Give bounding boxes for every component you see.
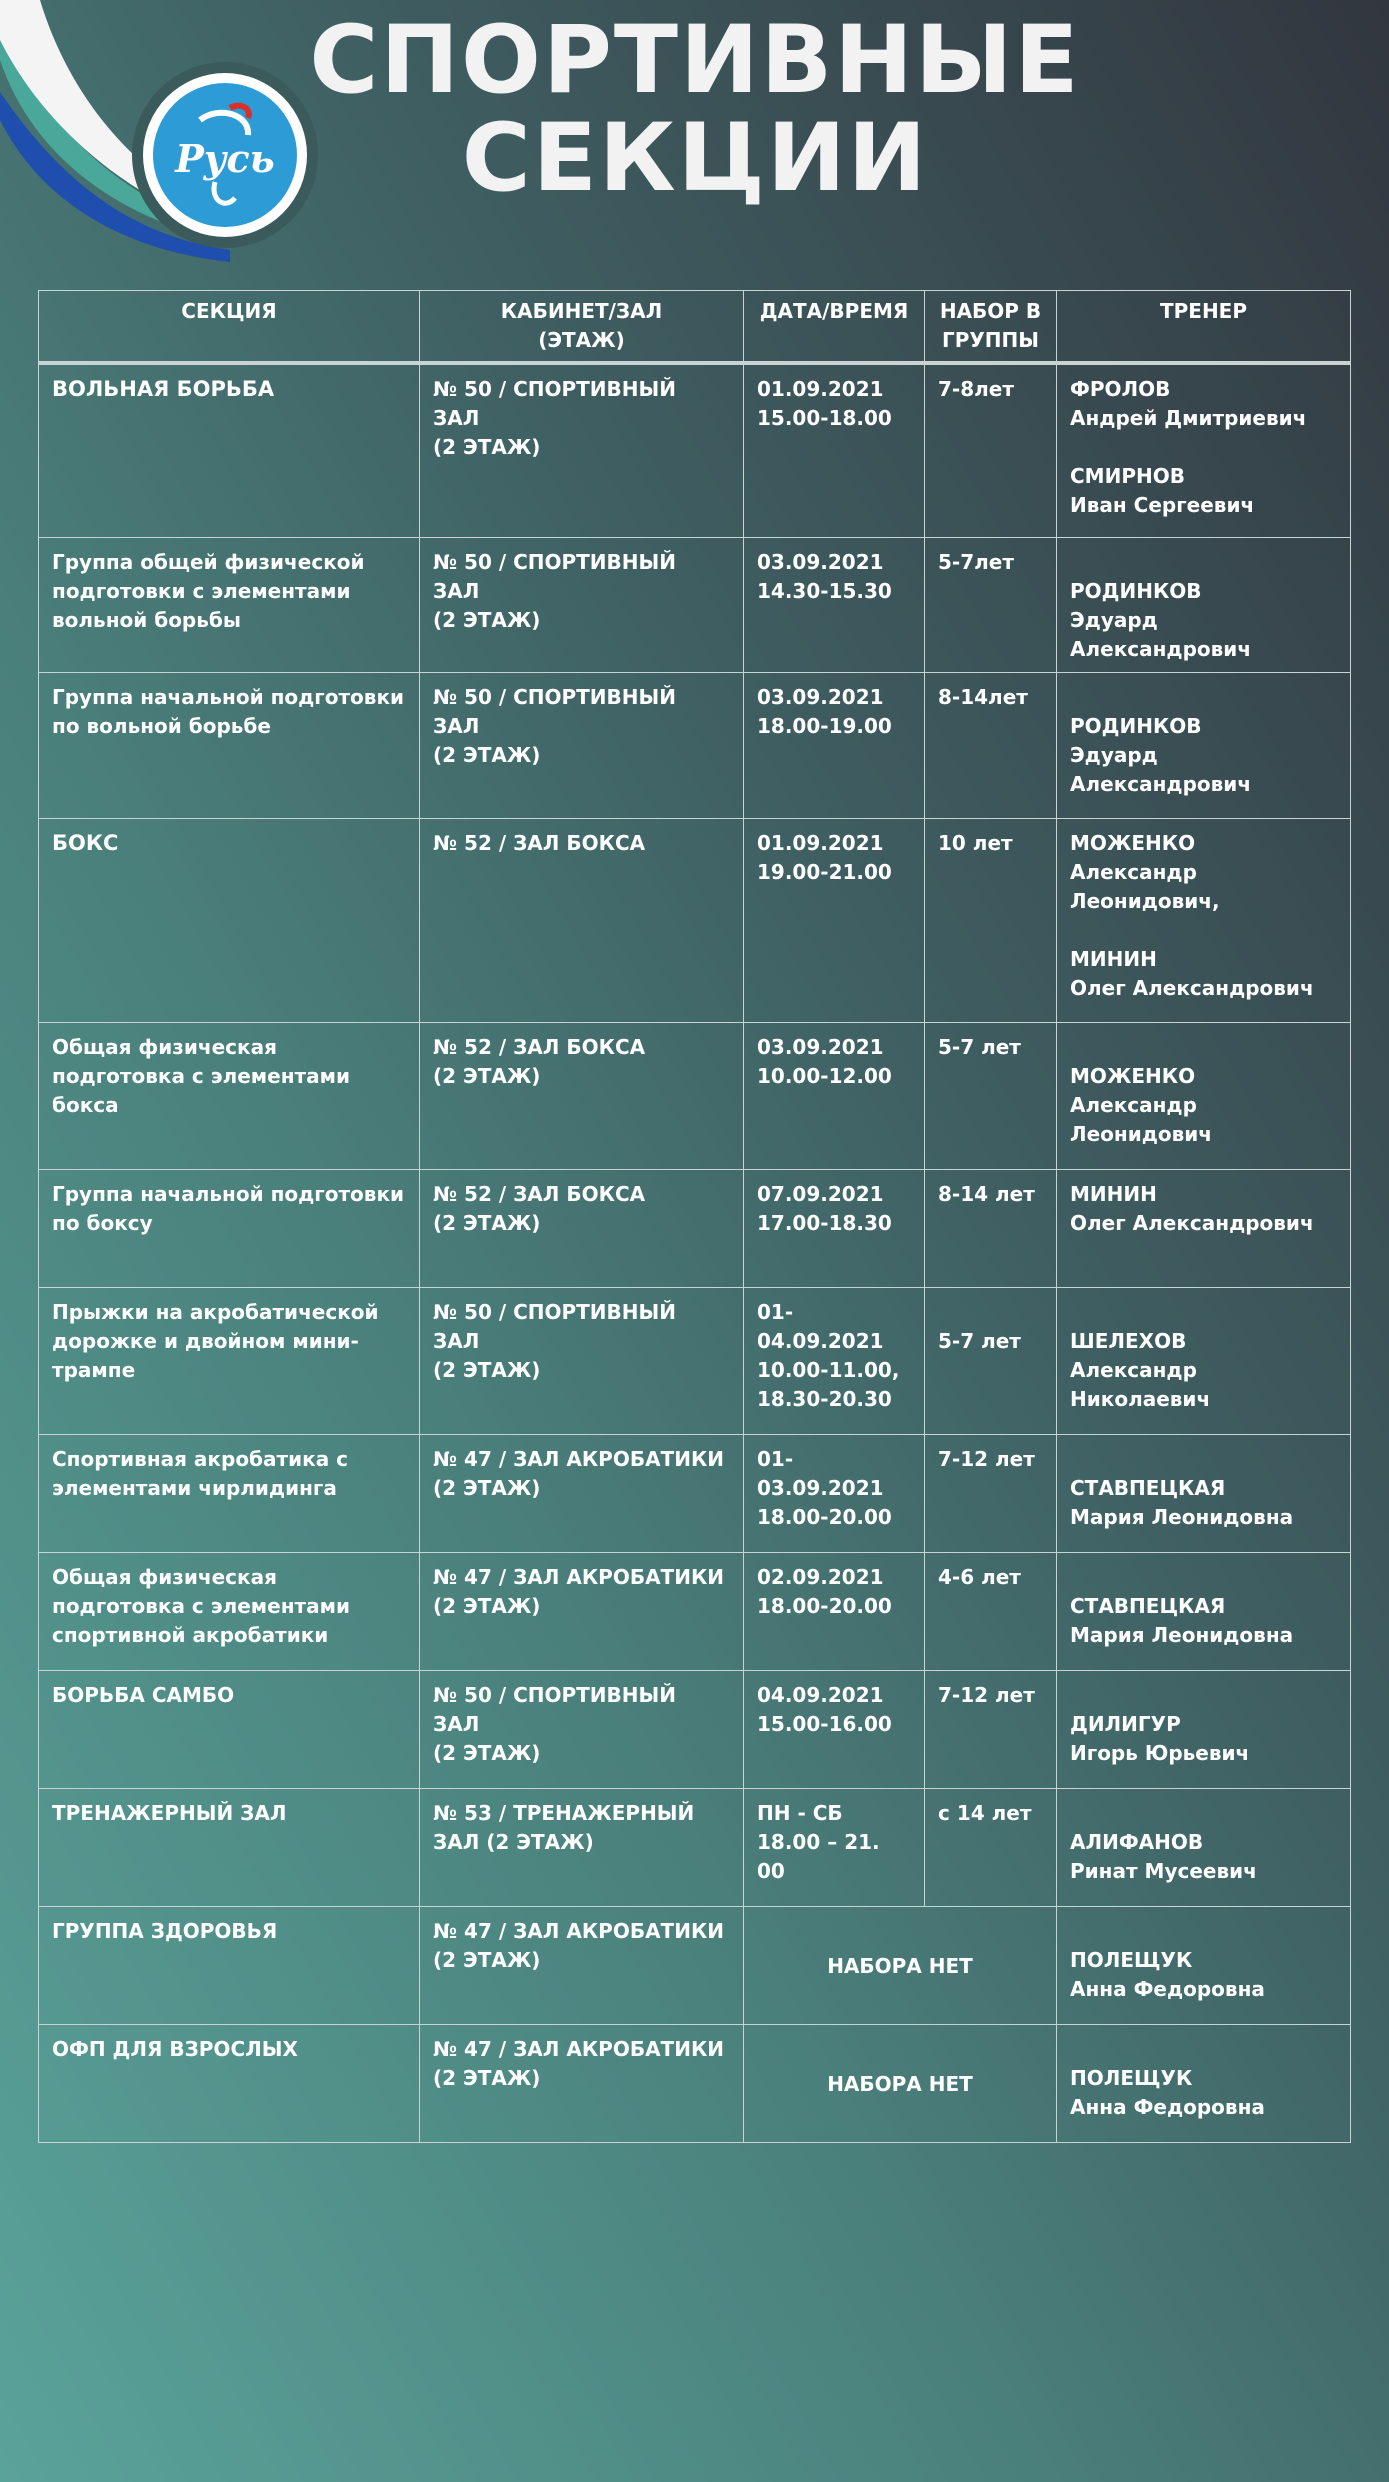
age-cell: 5-7лет [925, 537, 1057, 672]
section-cell: БОРЬБА САМБО [39, 1670, 420, 1788]
room-cell: № 47 / ЗАЛ АКРОБАТИКИ (2 ЭТАЖ) [420, 1552, 744, 1670]
table-row [39, 1788, 1351, 1906]
coach-cell: РОДИНКОВ Эдуард Александрович [1057, 537, 1351, 672]
section-cell: Группа начальной подготовки по боксу [39, 1169, 420, 1287]
table-row [39, 1906, 1351, 2024]
age-cell: 5-7 лет [925, 1022, 1057, 1169]
section-cell: ВОЛЬНАЯ БОРЬБА [39, 363, 420, 537]
coach-cell: СТАВПЕЦКАЯ Мария Леонидовна [1057, 1434, 1351, 1552]
room-cell: № 47 / ЗАЛ АКРОБАТИКИ (2 ЭТАЖ) [420, 1434, 744, 1552]
room-cell: № 50 / СПОРТИВНЫЙ ЗАЛ (2 ЭТАЖ) [420, 537, 744, 672]
room-cell: № 53 / ТРЕНАЖЕРНЫЙ ЗАЛ (2 ЭТАЖ) [420, 1788, 744, 1906]
age-cell: 7-8лет [925, 363, 1057, 537]
header-datetime: ДАТА/ВРЕМЯ [744, 291, 925, 364]
age-cell: с 14 лет [925, 1788, 1057, 1906]
title-line-2: СЕКЦИИ [461, 104, 929, 213]
datetime-cell: 01- 04.09.2021 10.00-11.00, 18.30-20.30 [744, 1287, 925, 1434]
section-cell: ТРЕНАЖЕРНЫЙ ЗАЛ [39, 1788, 420, 1906]
header-room: КАБИНЕТ/ЗАЛ (ЭТАЖ) [420, 291, 744, 364]
age-cell: 8-14лет [925, 672, 1057, 818]
table-row [39, 537, 1351, 672]
coach-cell: МИНИН Олег Александрович [1057, 1169, 1351, 1287]
no-enrollment-cell: НАБОРА НЕТ [744, 1906, 1057, 2024]
datetime-cell: 01- 03.09.2021 18.00-20.00 [744, 1434, 925, 1552]
age-cell: 8-14 лет [925, 1169, 1057, 1287]
table-row [39, 1287, 1351, 1434]
coach-cell: ПОЛЕЩУК Анна Федоровна [1057, 2024, 1351, 2142]
room-cell: № 52 / ЗАЛ БОКСА [420, 818, 744, 1022]
section-cell: ГРУППА ЗДОРОВЬЯ [39, 1906, 420, 2024]
datetime-cell: 01.09.2021 15.00-18.00 [744, 363, 925, 537]
schedule-table [38, 290, 1351, 2143]
table-row [39, 672, 1351, 818]
section-cell: Общая физическая подготовка с элементами спортивной акробатики [39, 1552, 420, 1670]
room-cell: № 47 / ЗАЛ АКРОБАТИКИ (2 ЭТАЖ) [420, 2024, 744, 2142]
coach-cell: МОЖЕНКО Александр Леонидович [1057, 1022, 1351, 1169]
section-cell: Прыжки на акробатической дорожке и двойном мини- трампе [39, 1287, 420, 1434]
room-cell: № 47 / ЗАЛ АКРОБАТИКИ (2 ЭТАЖ) [420, 1906, 744, 2024]
room-cell: № 50 / СПОРТИВНЫЙ ЗАЛ (2 ЭТАЖ) [420, 672, 744, 818]
datetime-cell: 01.09.2021 19.00-21.00 [744, 818, 925, 1022]
logo-text: Русь [175, 136, 275, 181]
header-section: СЕКЦИЯ [39, 291, 420, 364]
coach-cell: ФРОЛОВ Андрей Дмитриевич СМИРНОВ Иван Сергеевич [1057, 363, 1351, 537]
age-cell: 5-7 лет [925, 1287, 1057, 1434]
age-cell: 10 лет [925, 818, 1057, 1022]
coach-cell: ПОЛЕЩУК Анна Федоровна [1057, 1906, 1351, 2024]
age-cell: 7-12 лет [925, 1670, 1057, 1788]
coach-cell: СТАВПЕЦКАЯ Мария Леонидовна [1057, 1552, 1351, 1670]
section-cell: Группа общей физической подготовки с элементами вольной борьбы [39, 537, 420, 672]
header-coach: ТРЕНЕР [1057, 291, 1351, 364]
age-cell: 4-6 лет [925, 1552, 1057, 1670]
section-cell: Общая физическая подготовка с элементами бокса [39, 1022, 420, 1169]
table-row [39, 1022, 1351, 1169]
section-cell: Спортивная акробатика с элементами чирлидинга [39, 1434, 420, 1552]
datetime-cell: 04.09.2021 15.00-16.00 [744, 1670, 925, 1788]
room-cell: № 50 / СПОРТИВНЫЙ ЗАЛ (2 ЭТАЖ) [420, 1670, 744, 1788]
datetime-cell: 03.09.2021 14.30-15.30 [744, 537, 925, 672]
datetime-cell: 02.09.2021 18.00-20.00 [744, 1552, 925, 1670]
age-cell: 7-12 лет [925, 1434, 1057, 1552]
table-row [39, 1552, 1351, 1670]
title-line-1: СПОРТИВНЫЕ [309, 6, 1081, 115]
coach-cell: ШЕЛЕХОВ Александр Николаевич [1057, 1287, 1351, 1434]
datetime-cell: 07.09.2021 17.00-18.30 [744, 1169, 925, 1287]
page-title [240, 6, 1150, 213]
section-cell: Группа начальной подготовки по вольной борьбе [39, 672, 420, 818]
table-row [39, 2024, 1351, 2142]
coach-cell: ДИЛИГУР Игорь Юрьевич [1057, 1670, 1351, 1788]
table-row [39, 1169, 1351, 1287]
header-age: НАБОР В ГРУППЫ [925, 291, 1057, 364]
room-cell: № 52 / ЗАЛ БОКСА (2 ЭТАЖ) [420, 1169, 744, 1287]
room-cell: № 50 / СПОРТИВНЫЙ ЗАЛ (2 ЭТАЖ) [420, 1287, 744, 1434]
section-cell: БОКС [39, 818, 420, 1022]
header-row [39, 291, 1351, 364]
table-row [39, 818, 1351, 1022]
coach-cell: АЛИФАНОВ Ринат Мусеевич [1057, 1788, 1351, 1906]
table-row [39, 363, 1351, 537]
datetime-cell: 03.09.2021 18.00-19.00 [744, 672, 925, 818]
coach-cell: РОДИНКОВ Эдуард Александрович [1057, 672, 1351, 818]
room-cell: № 50 / СПОРТИВНЫЙ ЗАЛ (2 ЭТАЖ) [420, 363, 744, 537]
table-row [39, 1670, 1351, 1788]
room-cell: № 52 / ЗАЛ БОКСА (2 ЭТАЖ) [420, 1022, 744, 1169]
section-cell: ОФП ДЛЯ ВЗРОСЛЫХ [39, 2024, 420, 2142]
coach-cell: МОЖЕНКО Александр Леонидович, МИНИН Олег Александрович [1057, 818, 1351, 1022]
no-enrollment-cell: НАБОРА НЕТ [744, 2024, 1057, 2142]
datetime-cell: 03.09.2021 10.00-12.00 [744, 1022, 925, 1169]
datetime-cell: ПН - СБ 18.00 – 21. 00 [744, 1788, 925, 1906]
table-row [39, 1434, 1351, 1552]
